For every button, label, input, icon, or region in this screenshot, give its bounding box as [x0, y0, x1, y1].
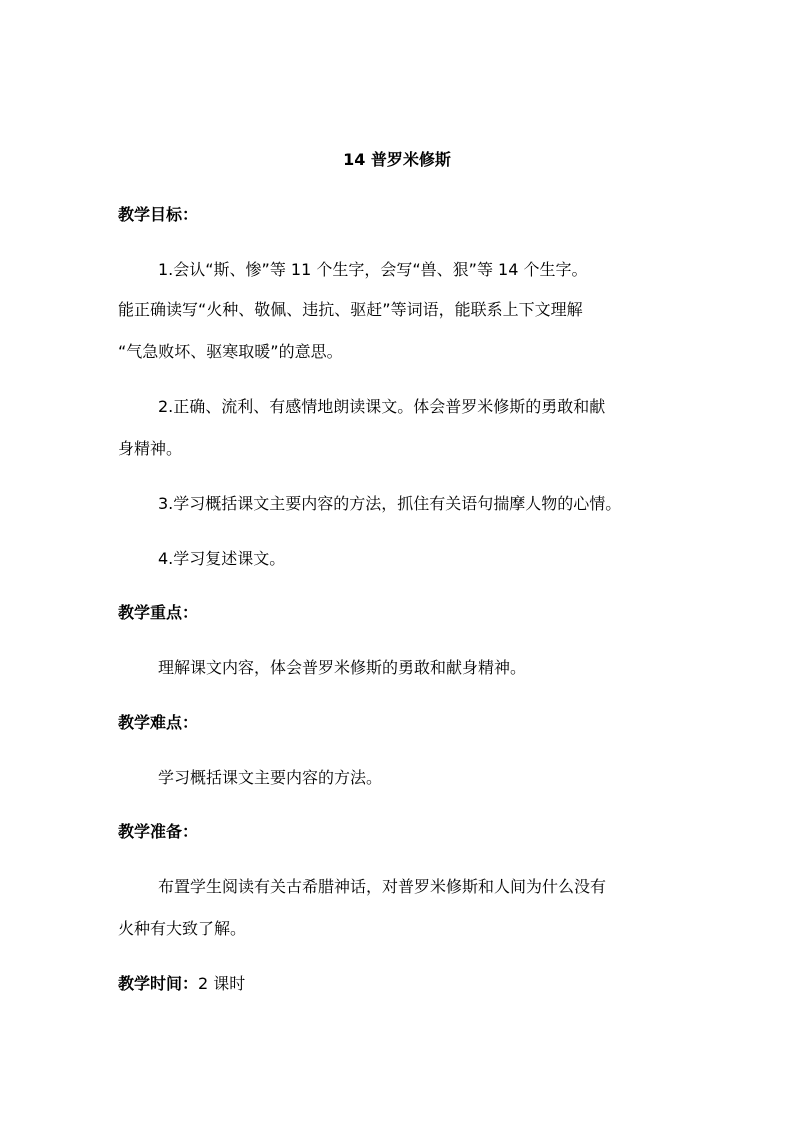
preparation-line-2: 火种有大致了解。 [118, 919, 247, 938]
teaching-time [118, 974, 245, 994]
goal-item-4: 4.学习复述课文。 [158, 549, 286, 568]
goal-item-2-line-1: 2.正确、流利、有感情地朗读课文。体会普罗米修斯的勇敢和献 [158, 397, 606, 416]
teaching-time-value: 2 课时 [198, 974, 246, 993]
goal-item-2-line-2: 身精神。 [118, 439, 183, 458]
key-points-text: 理解课文内容，体会普罗米修斯的勇敢和献身精神。 [158, 658, 527, 677]
goal-item-3: 3.学习概括课文主要内容的方法，抓住有关语句揣摩人物的心情。 [158, 494, 622, 513]
goal-item-1-line-1: 1.会认“斯、惨”等 11 个生字，会写“兽、狠”等 14 个生字。 [158, 260, 588, 279]
difficulties-heading: 教学难点： [118, 713, 199, 732]
document-title: 14 普罗米修斯 [343, 150, 451, 169]
goal-item-1-line-2: 能正确读写“火种、敬佩、违抗、驱赶”等词语，能联系上下文理解 [118, 300, 583, 319]
teaching-time-label: 教学时间： [118, 974, 199, 993]
goal-item-1-line-3: “气急败坏、驱寒取暖”的意思。 [118, 342, 343, 361]
goals-heading: 教学目标： [118, 205, 199, 224]
difficulties-text: 学习概括课文主要内容的方法。 [158, 768, 383, 787]
preparation-heading: 教学准备： [118, 822, 199, 841]
preparation-line-1: 布置学生阅读有关古希腊神话，对普罗米修斯和人间为什么没有 [158, 877, 607, 896]
key-points-heading: 教学重点： [118, 603, 199, 622]
